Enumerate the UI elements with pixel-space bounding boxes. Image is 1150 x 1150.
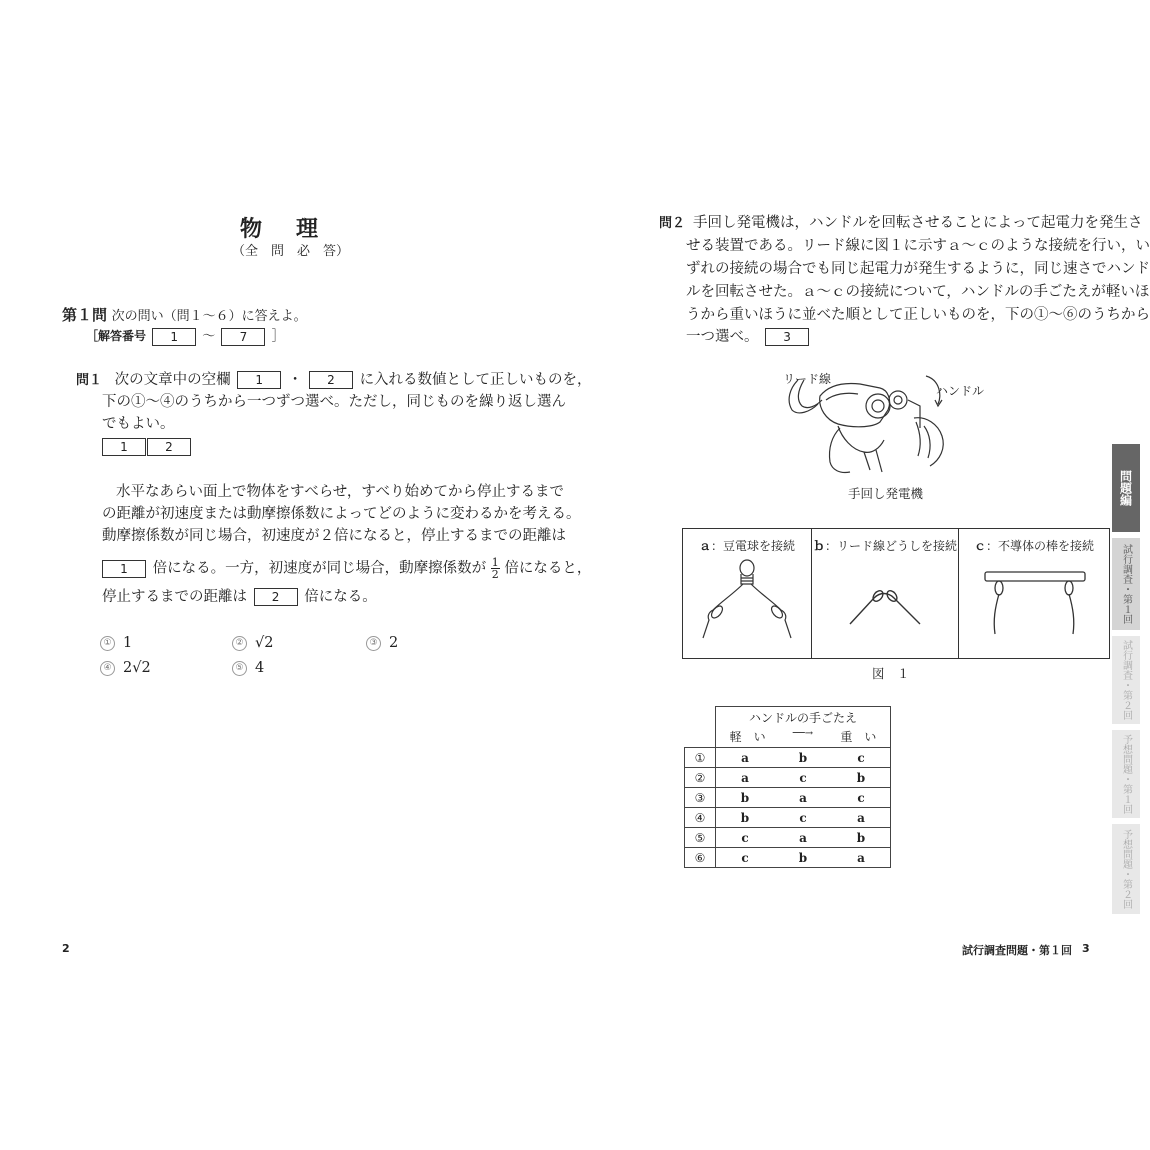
wire-connection-icon bbox=[812, 554, 958, 654]
table-header-light: 軽 い bbox=[729, 730, 766, 744]
fig-letter: ｂ bbox=[812, 539, 825, 553]
option-number: ① bbox=[100, 636, 115, 651]
fig-letter: ｃ bbox=[973, 539, 986, 553]
page-number-right: 3 bbox=[1082, 942, 1090, 955]
side-tab-trial-1[interactable]: 試行調査・第１回 bbox=[1112, 538, 1140, 630]
blank-box-1b: 1 bbox=[102, 560, 146, 578]
row-cell: c bbox=[774, 808, 832, 828]
row-cell: b bbox=[716, 808, 775, 828]
answer-box-3: 3 bbox=[765, 328, 809, 346]
option-value: 2√2 bbox=[123, 660, 151, 676]
row-number: ② bbox=[685, 768, 716, 788]
option-value: 4 bbox=[255, 660, 265, 676]
fraction-denominator: 2 bbox=[491, 568, 499, 581]
side-tab-problems[interactable]: 問題編 bbox=[1112, 444, 1140, 532]
table-header-title: ハンドルの手ごたえ bbox=[748, 711, 857, 725]
row-cell: b bbox=[716, 788, 775, 808]
para-line2: の距離が初速度または動摩擦係数によってどのように変わるかを考える。 bbox=[102, 506, 581, 522]
answer-range-label: ［解答番号 bbox=[86, 329, 147, 343]
fraction-numerator: 1 bbox=[491, 556, 499, 569]
label-handle: ハンドル bbox=[936, 384, 985, 398]
table-row bbox=[685, 828, 891, 848]
fig-cell-c bbox=[959, 529, 1110, 659]
figure-1 bbox=[682, 528, 1110, 659]
hand-generator-illustration bbox=[780, 366, 970, 478]
section-label: 第１問 bbox=[62, 306, 108, 324]
para-line4-a: 倍になる。一方，初速度が同じ場合，動摩擦係数が bbox=[152, 560, 487, 577]
row-cell: b bbox=[832, 828, 891, 848]
answer-table bbox=[684, 706, 891, 868]
row-cell: b bbox=[774, 748, 832, 768]
q2-line6 bbox=[686, 326, 811, 348]
q1-dot: ・ bbox=[287, 372, 303, 388]
q2-line3: ずれの接続の場合でも同じ起電力が発生するように，同じ速さでハンド bbox=[686, 261, 1150, 277]
answer-box-q1-2: 2 bbox=[147, 438, 191, 456]
side-tab-forecast-1[interactable]: 予想問題・第１回 bbox=[1112, 730, 1140, 818]
q2-line1 bbox=[659, 212, 1143, 235]
table-header bbox=[716, 707, 891, 748]
section-text: 次の問い（問１～６）に答えよ。 bbox=[111, 309, 307, 324]
table-header-arrow: ──→ bbox=[792, 728, 814, 739]
side-tab-trial-2[interactable]: 試行調査・第２回 bbox=[1112, 636, 1140, 724]
q2-line5: うから重いほうに並べた順として正しいものを，下の①～⑥のうちから bbox=[686, 307, 1150, 323]
answer-range bbox=[86, 325, 285, 348]
row-cell: c bbox=[832, 788, 891, 808]
fig-caption-b bbox=[812, 537, 958, 554]
para-line5 bbox=[102, 586, 377, 608]
answer-range-end: ］ bbox=[271, 329, 285, 344]
fig-letter: ａ bbox=[698, 539, 711, 553]
fig-caption-a bbox=[683, 537, 811, 554]
q2-text: 手回し発電機は，ハンドルを回転させることによって起電力を発生さ bbox=[693, 215, 1143, 231]
table-row bbox=[685, 848, 891, 868]
table-row bbox=[685, 808, 891, 828]
option-number: ⑤ bbox=[232, 661, 247, 676]
blank-box-2b: 2 bbox=[254, 588, 298, 606]
side-tab-forecast-2[interactable]: 予想問題・第２回 bbox=[1112, 824, 1140, 914]
option-3 bbox=[366, 632, 398, 654]
table-corner bbox=[685, 707, 716, 748]
row-cell: b bbox=[774, 848, 832, 868]
row-cell: b bbox=[832, 768, 891, 788]
figure-caption: 図 １ bbox=[872, 666, 910, 681]
row-cell: a bbox=[774, 788, 832, 808]
row-cell: c bbox=[832, 748, 891, 768]
option-value: √2 bbox=[255, 635, 274, 651]
q1-text-b: に入れる数値として正しいものを， bbox=[359, 372, 592, 388]
row-cell: c bbox=[774, 768, 832, 788]
option-4 bbox=[100, 657, 151, 679]
fig-text: ：リード線どうしを接続 bbox=[825, 539, 958, 553]
illustration-caption: 手回し発電機 bbox=[848, 486, 924, 501]
q2-last-line: 一つ選べ。 bbox=[686, 329, 759, 345]
answer-range-sep: ～ bbox=[202, 329, 216, 344]
table-header-scale bbox=[716, 728, 890, 745]
fig-caption-c bbox=[959, 537, 1109, 554]
page-title: 物 理 bbox=[240, 216, 325, 242]
row-number: ⑤ bbox=[685, 828, 716, 848]
q1-line3: でもよい。 bbox=[102, 416, 175, 432]
option-1 bbox=[100, 632, 132, 654]
fig-cell-b bbox=[812, 529, 959, 659]
page-number-left: 2 bbox=[62, 942, 70, 955]
para-line4 bbox=[100, 557, 591, 580]
fig-text: ：豆電球を接続 bbox=[711, 539, 796, 553]
q2-label: 問２ bbox=[659, 216, 686, 231]
answer-box-1: 1 bbox=[152, 328, 196, 346]
row-cell: a bbox=[832, 848, 891, 868]
row-cell: a bbox=[716, 768, 775, 788]
answer-box-7: 7 bbox=[221, 328, 265, 346]
table-row bbox=[685, 788, 891, 808]
q2-line2: せる装置である。リード線に図１に示すａ～ｃのような接続を行い，い bbox=[686, 238, 1150, 254]
option-number: ② bbox=[232, 636, 247, 651]
q1-line1 bbox=[76, 369, 592, 392]
row-number: ① bbox=[685, 748, 716, 768]
q1-answer-boxes bbox=[100, 436, 193, 458]
option-value: 1 bbox=[123, 635, 133, 651]
answer-box-q1-1: 1 bbox=[102, 438, 146, 456]
q2-line4: ルを回転させた。ａ～ｃの接続について，ハンドルの手ごたえが軽いほ bbox=[686, 284, 1150, 300]
row-cell: c bbox=[716, 848, 775, 868]
option-value: 2 bbox=[389, 635, 399, 651]
q1-text-a: 次の文章中の空欄 bbox=[114, 372, 231, 388]
row-number: ⑥ bbox=[685, 848, 716, 868]
fig-cell-a bbox=[683, 529, 812, 659]
para-line1: 水平なあらい面上で物体をすべらせ，すべり始めてから停止するまで bbox=[116, 484, 565, 500]
fig-text: ：不導体の棒を接続 bbox=[986, 539, 1095, 553]
blank-box-1: 1 bbox=[237, 371, 281, 389]
row-number: ③ bbox=[685, 788, 716, 808]
option-2 bbox=[232, 632, 273, 654]
row-number: ④ bbox=[685, 808, 716, 828]
fraction-half bbox=[491, 557, 500, 580]
row-cell: a bbox=[774, 828, 832, 848]
footer-title: 試行調査問題・第１回 bbox=[962, 944, 1072, 957]
option-number: ③ bbox=[366, 636, 381, 651]
label-lead-wire: リード線 bbox=[783, 372, 832, 386]
page-subtitle: （全 問 必 答） bbox=[232, 244, 350, 259]
row-cell: a bbox=[716, 748, 775, 768]
bulb-connection-icon bbox=[683, 554, 811, 654]
table-header-heavy: 重 い bbox=[840, 730, 877, 744]
option-number: ④ bbox=[100, 661, 115, 676]
table-row bbox=[685, 748, 891, 768]
para-line5-a: 停止するまでの距離は bbox=[102, 589, 247, 605]
para-line3: 動摩擦係数が同じ場合，初速度が２倍になると，停止するまでの距離は bbox=[102, 528, 566, 544]
option-5 bbox=[232, 657, 264, 679]
row-cell: c bbox=[716, 828, 775, 848]
para-line4-b: 倍になると， bbox=[504, 560, 592, 577]
q1-label: 問１ bbox=[76, 373, 103, 388]
table-row bbox=[685, 768, 891, 788]
blank-box-2: 2 bbox=[309, 371, 353, 389]
para-line5-b: 倍になる。 bbox=[304, 589, 377, 605]
insulator-rod-icon bbox=[959, 554, 1109, 654]
row-cell: a bbox=[832, 808, 891, 828]
q1-line2: 下の①～④のうちから一つずつ選べ。ただし，同じものを繰り返し選ん bbox=[102, 394, 566, 410]
